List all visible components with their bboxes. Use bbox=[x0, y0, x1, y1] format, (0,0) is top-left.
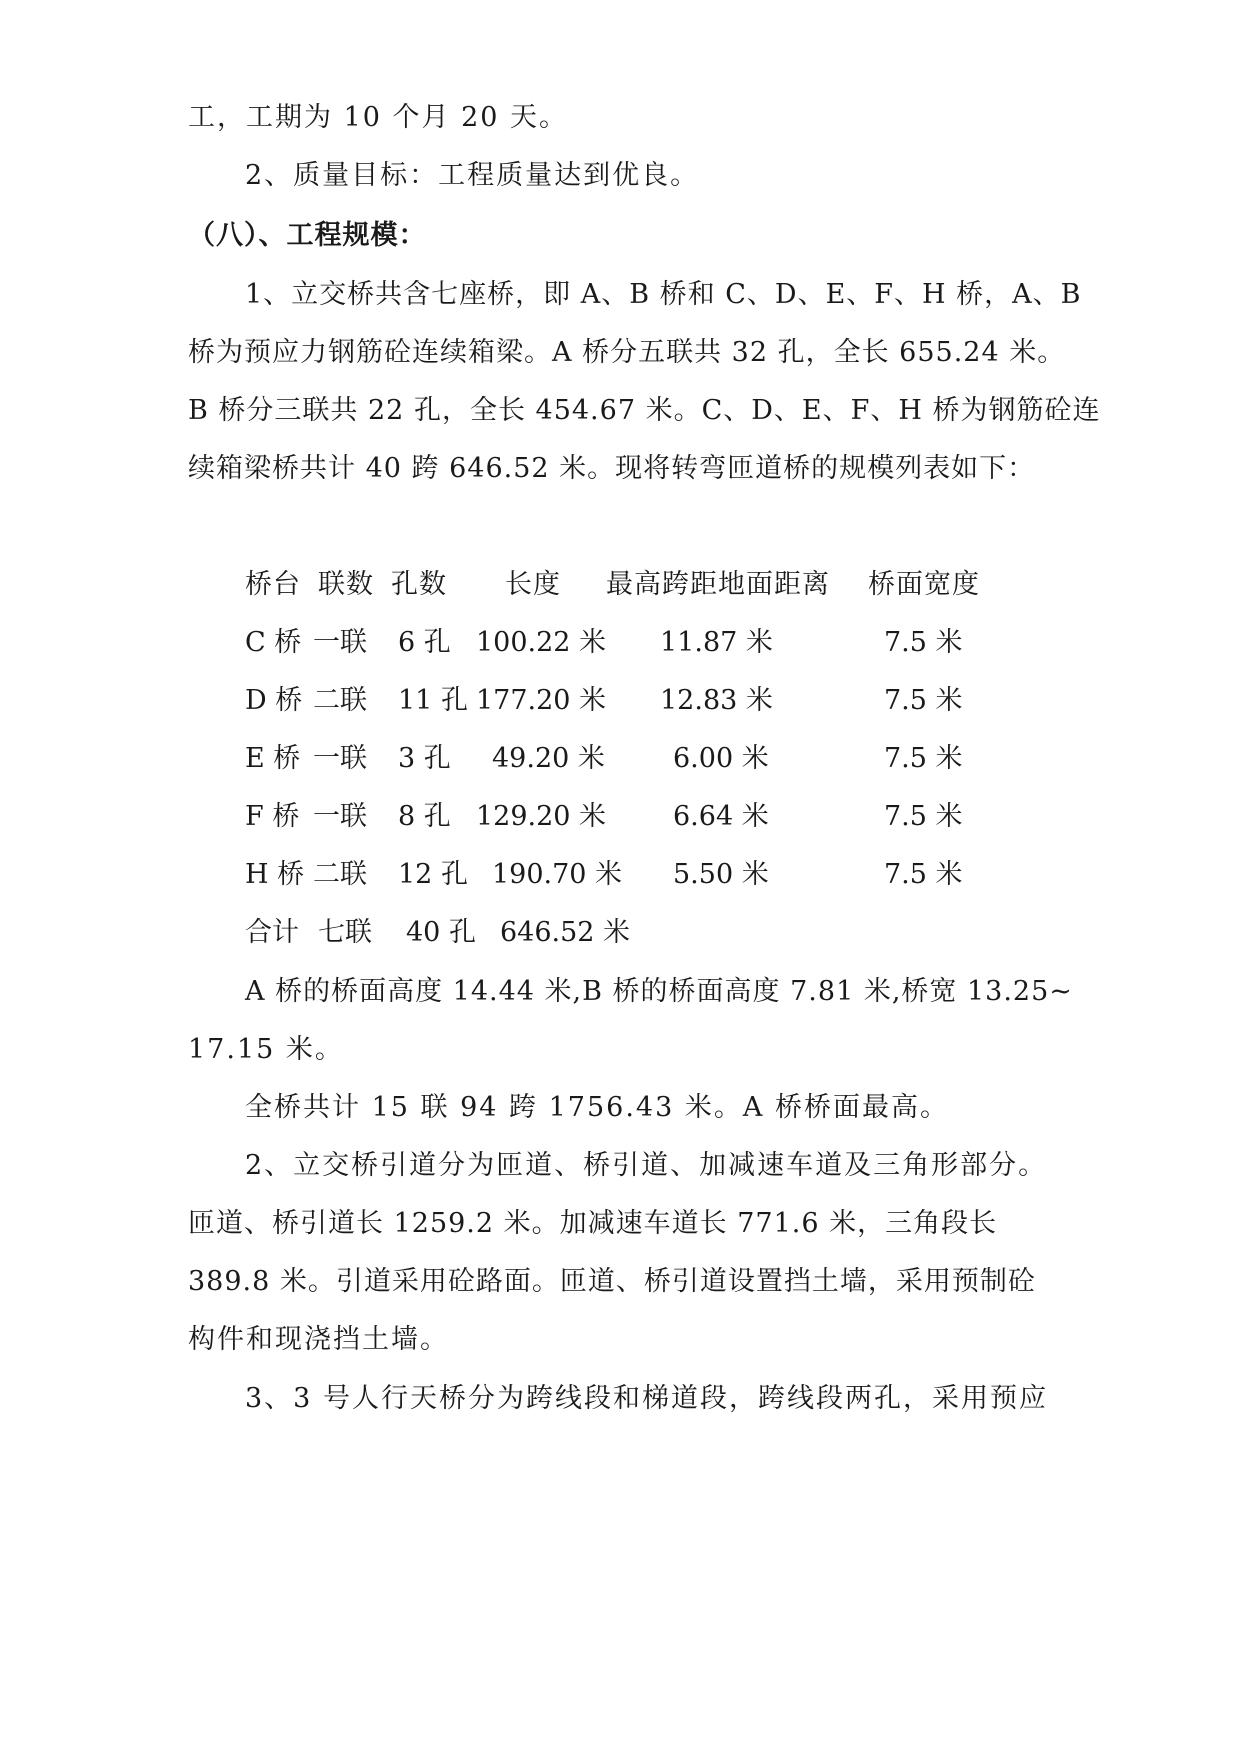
table-cell: 7.5 米 bbox=[884, 801, 963, 832]
table-cell: 7.5 米 bbox=[884, 743, 963, 774]
section-heading: （八）、工程规模： bbox=[188, 220, 427, 251]
table-cell: 100.22 米 bbox=[476, 627, 607, 658]
paragraph-line: B 桥分三联共 22 孔，全长 454.67 米。C、D、E、F、H 桥为钢筋砼连 bbox=[188, 395, 1101, 426]
paragraph-line: 1、立交桥共含七座桥，即 A、B 桥和 C、D、E、F、H 桥，A、B bbox=[245, 279, 1082, 310]
table-cell: 二联 bbox=[313, 685, 367, 716]
table-cell: 一联 bbox=[313, 801, 367, 832]
paragraph-line: A 桥的桥面高度 14.44 米,B 桥的桥面高度 7.81 米,桥宽 13.25~ bbox=[245, 976, 1073, 1007]
table-cell: 40 孔 bbox=[406, 917, 476, 948]
paragraph-line: 续箱梁桥共计 40 跨 646.52 米。现将转弯匝道桥的规模列表如下： bbox=[188, 453, 1036, 484]
table-cell: 5.50 米 bbox=[673, 859, 769, 890]
table-cell: 12.83 米 bbox=[660, 685, 773, 716]
table-cell: 190.70 米 bbox=[492, 859, 623, 890]
table-cell: D 桥 bbox=[245, 685, 303, 716]
table-cell: C 桥 bbox=[245, 627, 302, 658]
table-cell: E 桥 bbox=[245, 743, 301, 774]
table-cell: 11 孔 bbox=[398, 685, 468, 716]
paragraph-line: 2、立交桥引道分为匝道、桥引道、加减速车道及三角形部分。 bbox=[245, 1150, 1048, 1181]
paragraph-line: 3、3 号人行天桥分为跨线段和梯道段，跨线段两孔，采用预应 bbox=[245, 1383, 1048, 1414]
paragraph-line: 工，工期为 10 个月 20 天。 bbox=[188, 102, 569, 133]
table-cell: 177.20 米 bbox=[476, 685, 607, 716]
table-cell: 6 孔 bbox=[398, 627, 451, 658]
table-cell: 6.64 米 bbox=[673, 801, 769, 832]
table-cell: 一联 bbox=[313, 743, 367, 774]
paragraph-line: 匝道、桥引道长 1259.2 米。加减速车道长 771.6 米，三角段长 bbox=[188, 1208, 998, 1239]
column-header: 桥面宽度 bbox=[868, 569, 980, 600]
column-header: 最高跨距地面距离 bbox=[606, 569, 830, 600]
table-cell: 646.52 米 bbox=[500, 917, 631, 948]
table-cell: 7.5 米 bbox=[884, 859, 963, 890]
table-cell: 6.00 米 bbox=[673, 743, 769, 774]
table-cell: 3 孔 bbox=[398, 743, 451, 774]
table-cell: 11.87 米 bbox=[660, 627, 773, 658]
table-cell: 7.5 米 bbox=[884, 685, 963, 716]
paragraph-line: 17.15 米。 bbox=[188, 1034, 344, 1065]
paragraph-line: 全桥共计 15 联 94 跨 1756.43 米。A 桥桥面最高。 bbox=[245, 1092, 949, 1123]
column-header: 长度 bbox=[505, 569, 561, 600]
table-cell: 12 孔 bbox=[398, 859, 468, 890]
table-cell: 49.20 米 bbox=[492, 743, 605, 774]
paragraph-line: 2、质量目标：工程质量达到优良。 bbox=[245, 160, 700, 191]
column-header: 桥台 bbox=[245, 569, 301, 600]
table-cell: F 桥 bbox=[245, 801, 300, 832]
table-cell: 合计 bbox=[245, 917, 299, 948]
table-cell: 七联 bbox=[318, 917, 372, 948]
column-header: 孔数 bbox=[391, 569, 447, 600]
table-cell: 二联 bbox=[313, 859, 367, 890]
table-cell: 7.5 米 bbox=[884, 627, 963, 658]
table-cell: 129.20 米 bbox=[476, 801, 607, 832]
table-cell: 一联 bbox=[313, 627, 367, 658]
table-cell: H 桥 bbox=[245, 859, 305, 890]
paragraph-line: 桥为预应力钢筋砼连续箱梁。A 桥分五联共 32 孔，全长 655.24 米。 bbox=[188, 337, 1066, 368]
table-cell: 8 孔 bbox=[398, 801, 451, 832]
paragraph-line: 构件和现浇挡土墙。 bbox=[188, 1324, 449, 1355]
column-header: 联数 bbox=[318, 569, 374, 600]
paragraph-line: 389.8 米。引道采用砼路面。匝道、桥引道设置挡土墙，采用预制砼 bbox=[188, 1266, 1036, 1297]
